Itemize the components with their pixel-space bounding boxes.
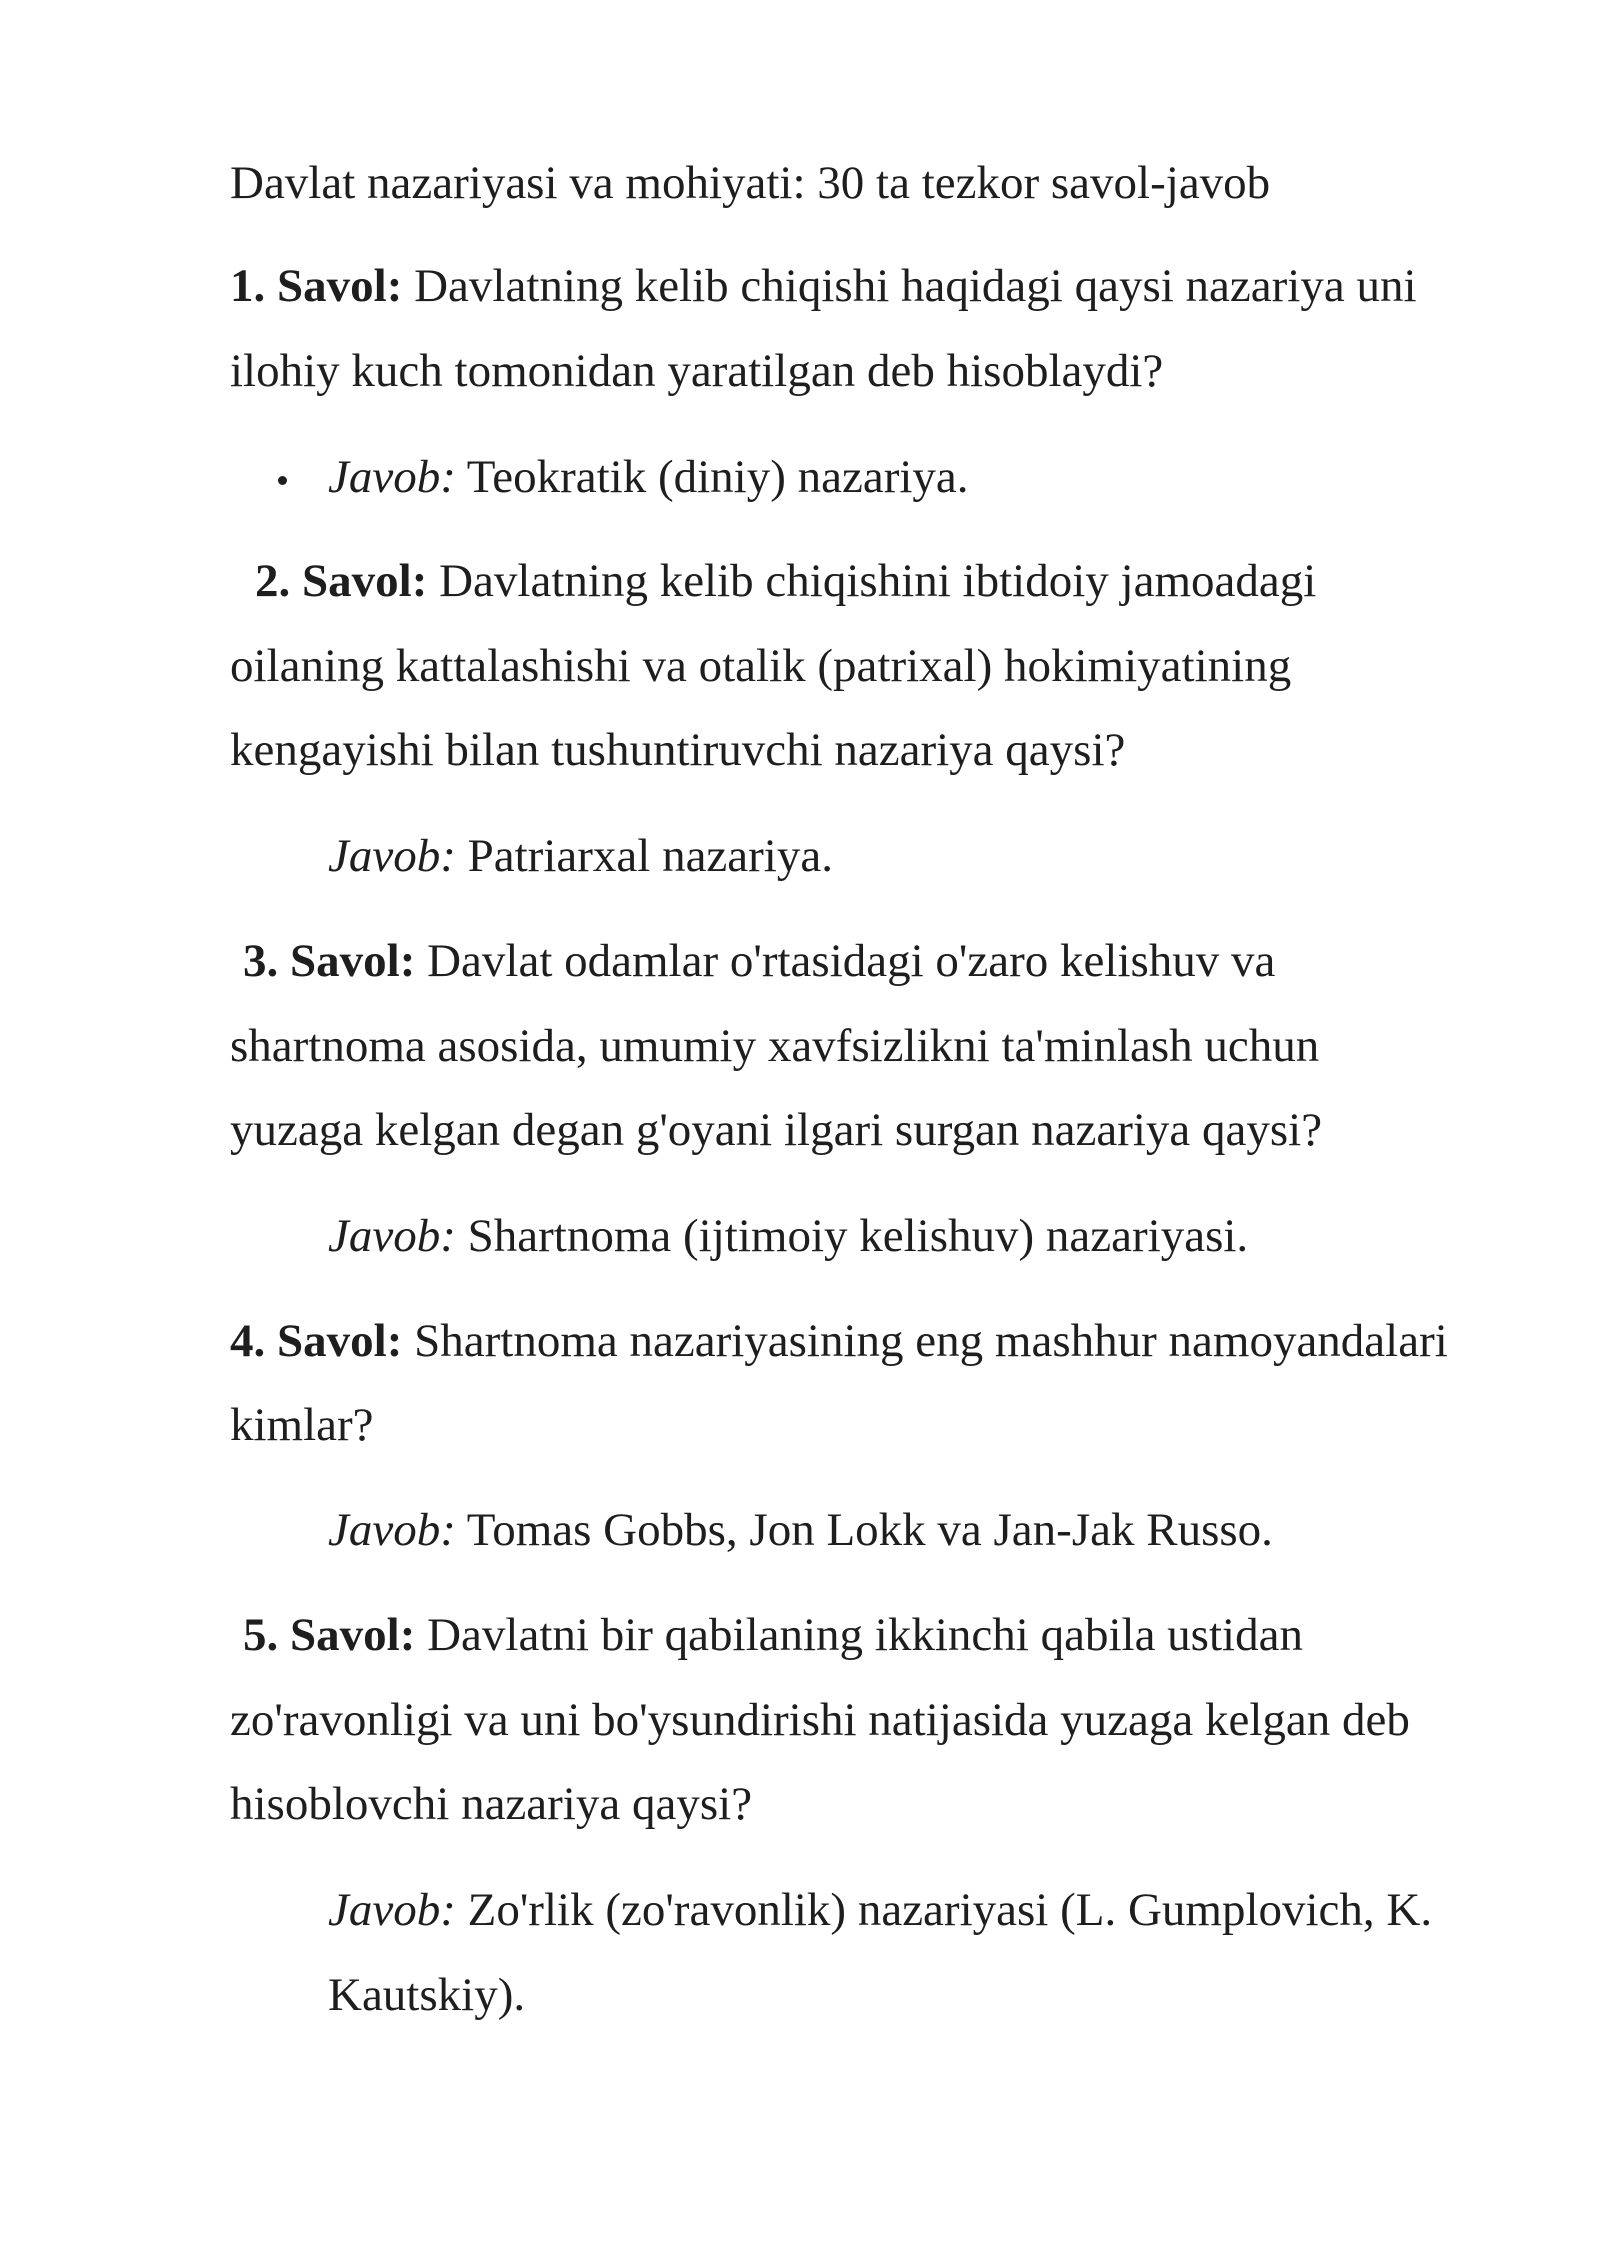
question-1-text-1: Davlatning kelib chiqishi haqidagi qaysi nazariya uni bbox=[414, 260, 1417, 312]
question-3-text-1: Davlat odamlar o'rtasidagi o'zaro kelishuv va bbox=[427, 935, 1276, 987]
answer-4-label: Javob: bbox=[328, 1504, 456, 1556]
question-2-text-2: oilaning kattalashishi va otalik (patrixal) hokimiyatining bbox=[230, 640, 1292, 692]
question-1-label: 1. Savol: bbox=[230, 260, 403, 312]
answer-5 bbox=[328, 1884, 1433, 1936]
question-3-label: 3. Savol: bbox=[243, 935, 416, 987]
question-3-text-3: yuzaga kelgan degan g'oyani ilgari surgan nazariya qaysi? bbox=[230, 1104, 1323, 1156]
question-4-text-2: kimlar? bbox=[230, 1399, 374, 1451]
question-3-line-1 bbox=[243, 935, 1276, 987]
question-5-line-1 bbox=[243, 1609, 1303, 1661]
question-5-text-1: Davlatni bir qabilaning ikkinchi qabila ustidan bbox=[427, 1609, 1303, 1661]
question-1-text-2: ilohiy kuch tomonidan yaratilgan deb hisoblaydi? bbox=[230, 345, 1164, 397]
answer-1 bbox=[328, 451, 969, 503]
question-5-text-3: hisoblovchi nazariya qaysi? bbox=[230, 1778, 753, 1830]
answer-3 bbox=[328, 1210, 1249, 1262]
answer-3-text: Shartnoma (ijtimoiy kelishuv) nazariyasi. bbox=[467, 1210, 1249, 1262]
question-2-label: 2. Savol: bbox=[255, 555, 428, 607]
question-2-text-1: Davlatning kelib chiqishini ibtidoiy jamoadagi bbox=[439, 555, 1317, 607]
bullet-icon bbox=[278, 476, 287, 485]
answer-2-label: Javob: bbox=[328, 830, 456, 882]
question-3-text-2: shartnoma asosida, umumiy xavfsizlikni ta'minlash uchun bbox=[230, 1020, 1320, 1072]
question-5-text-2: zo'ravonligi va uni bo'ysundirishi natijasida yuzaga kelgan deb bbox=[230, 1694, 1410, 1746]
answer-1-text: Teokratik (diniy) nazariya. bbox=[466, 451, 969, 503]
answer-5-text-1: Zo'rlik (zo'ravonlik) nazariyasi (L. Gumplovich, K. bbox=[467, 1884, 1433, 1936]
question-2-text-3: kengayishi bilan tushuntiruvchi nazariya qaysi? bbox=[230, 724, 1126, 776]
document-title: Davlat nazariyasi va mohiyati: 30 ta tezkor savol-javob bbox=[230, 157, 1271, 209]
answer-5-label: Javob: bbox=[328, 1884, 456, 1936]
answer-4 bbox=[328, 1504, 1273, 1556]
answer-2 bbox=[328, 830, 833, 882]
answer-1-label: Javob: bbox=[328, 451, 456, 503]
question-1-line-1 bbox=[230, 260, 1417, 312]
answer-4-text: Tomas Gobbs, Jon Lokk va Jan-Jak Russo. bbox=[466, 1504, 1273, 1556]
answer-2-text: Patriarxal nazariya. bbox=[467, 830, 833, 882]
question-4-line-1 bbox=[230, 1315, 1448, 1367]
answer-5-text-2: Kautskiy). bbox=[328, 1969, 526, 2021]
question-5-label: 5. Savol: bbox=[243, 1609, 416, 1661]
answer-3-label: Javob: bbox=[328, 1210, 456, 1262]
question-4-text-1: Shartnoma nazariyasining eng mashhur namoyandalari bbox=[414, 1315, 1448, 1367]
question-4-label: 4. Savol: bbox=[230, 1315, 403, 1367]
question-2-line-1 bbox=[255, 555, 1317, 607]
